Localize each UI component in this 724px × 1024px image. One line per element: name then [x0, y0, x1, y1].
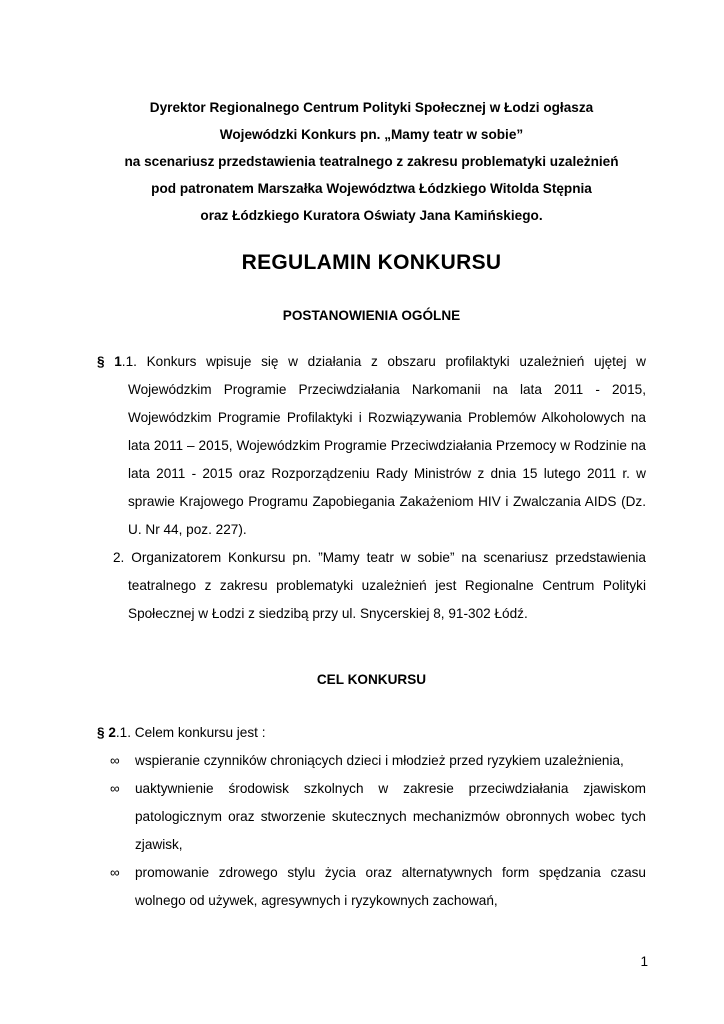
header-line: na scenariusz przedstawienia teatralnego z zakresu problematyki uzależnień [124, 154, 619, 169]
paragraph-2-1-text: .1. Celem konkursu jest : [115, 725, 266, 740]
list-item [97, 747, 646, 775]
document-header [97, 94, 646, 229]
paragraph-1-lead: § 1 [97, 354, 122, 369]
header-line: oraz Łódzkiego Kuratora Oświaty Jana Kamińskiego. [200, 208, 543, 223]
section-heading-cel-konkursu: CEL KONKURSU [316, 672, 427, 687]
goal-bullet-list [97, 747, 646, 915]
bullet-text: uaktywnienie środowisk szkolnych w zakresie przeciwdziałania zjawiskom patologicznym oraz stworzenie skutecznych mechanizmów obronnych wobec tych zjawisk, [135, 781, 646, 852]
paragraph-1-text: .1. Konkurs wpisuje się w działania z obszaru profilaktyki uzależnień ujętej w Wojewódzkim Programie Przeciwdziałania Narkomanii na lata 2011 - 2015, Wojewódzkim Programie Profilaktyki i Rozwiązywania Problemów Alkoholowych na lata 2011 – 2015, Wojewódzkim Programie Przeciwdziałania Przemocy w Rodzinie na lata 2011 - 2015 oraz Rozporządzeniu Rady Ministrów z dnia 15 lutego 2011 r. w sprawie Krajowego Programu Zapobiegania Zakażeniom HIV i Zwalczania AIDS (Dz. U. Nr 44, poz. 227). [121, 354, 646, 537]
header-line: pod patronatem Marszałka Województwa Łódzkiego Witolda Stępnia [151, 181, 592, 196]
list-item [97, 775, 646, 859]
page-number: 1 [640, 954, 648, 969]
paragraph-2-text: 2. Organizatorem Konkursu pn. ”Mamy teatr w sobie” na scenariusz przedstawienia teatralnego z zakresu problematyki uzależnień jest Regionalne Centrum Polityki Społecznej w Łodzi z siedzibą przy ul. Snycerskiej 8, 91-302 Łódź. [113, 550, 646, 621]
list-item [97, 859, 646, 915]
bullet-marker-icon: ∞ [110, 865, 120, 880]
section-heading-postanowienia-ogolne: POSTANOWIENIA OGÓLNE [282, 308, 461, 323]
document-title: REGULAMIN KONKURSU [241, 251, 502, 274]
paragraph-1-2 [97, 544, 646, 628]
bullet-marker-icon: ∞ [110, 753, 120, 768]
paragraph-2-1-lead: § 2 [97, 725, 116, 740]
bullet-text: wspieranie czynników chroniących dzieci i młodzież przed ryzykiem uzależnienia, [135, 753, 624, 768]
paragraph-1-1 [97, 348, 646, 544]
paragraph-2-1-intro [97, 719, 646, 747]
header-line: Wojewódzki Konkurs pn. „Mamy teatr w sobie” [219, 127, 524, 142]
bullet-marker-icon: ∞ [110, 781, 120, 796]
bullet-text: promowanie zdrowego stylu życia oraz alternatywnych form spędzania czasu wolnego od używek, agresywnych i ryzykownych zachowań, [135, 865, 646, 908]
header-line: Dyrektor Regionalnego Centrum Polityki Społecznej w Łodzi ogłasza [149, 100, 594, 115]
